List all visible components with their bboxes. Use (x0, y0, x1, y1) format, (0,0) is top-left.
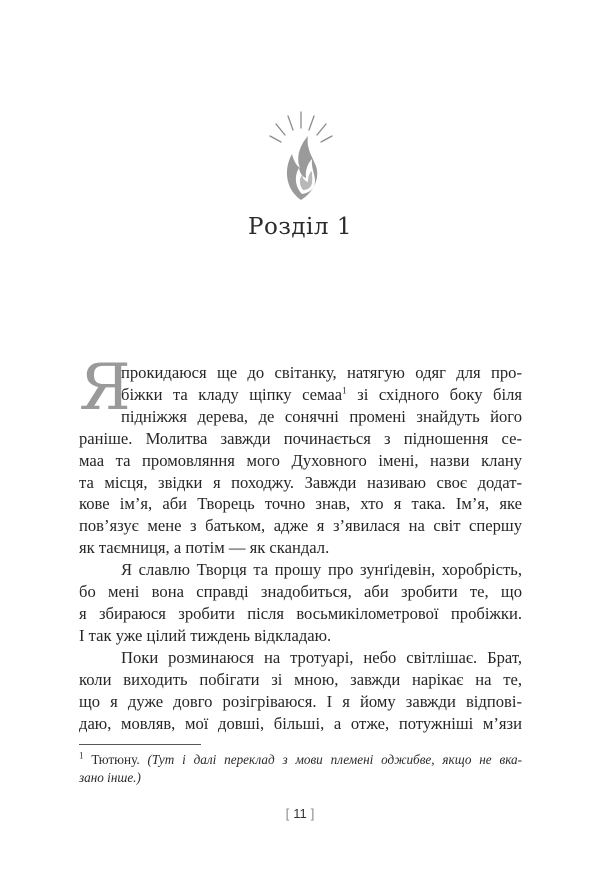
text-line: І так уже цілий тиждень відкладаю. (79, 625, 332, 645)
drop-cap: Я (79, 351, 131, 425)
text-line: я збираюся зробити після восьмикілометрової пробіжки. (79, 603, 522, 623)
footnote-note: (Тут і далі переклад з мови племені оджибве, якщо не вка- (147, 752, 523, 767)
chapter-title: Розділ 1 (248, 214, 352, 240)
page-bracket-left: [ (285, 806, 290, 821)
text-line: раніше. Молитва завжди починається з підношення се- (79, 428, 522, 448)
text-line: біжки та кладу щіпку семаа$^1$ зі східного боку біля (121, 384, 522, 404)
footnote (79, 751, 522, 786)
text-line: підніжжя дерева, де сонячні промені знайдуть його (121, 406, 522, 426)
paragraph-3 (79, 647, 522, 735)
text-line: коли виходить побігати зі мною, завжди нарікає на те, (79, 669, 522, 689)
text-line: Поки розминаюся на тротуарі, небо світлішає. Брат, (121, 647, 522, 667)
flame-icon (266, 110, 336, 202)
text-line: маа та промовляння мого Духовного імені, назви клану (79, 450, 522, 470)
text-line: як таємниця, а потім — як скандал. (79, 538, 330, 558)
paragraph-2 (79, 559, 522, 647)
body-text (79, 362, 522, 734)
text-line: даю, мовляв, мої довші, більші, а отже, потужніші м’язи (79, 713, 522, 733)
footnote-line (79, 751, 522, 769)
text-line: що я дуже довго розігріваюся. І я йому завжди відпові- (79, 691, 522, 711)
footnote-divider (79, 744, 201, 745)
text-line: бо мені вона справді знадобиться, аби зробити те, що (79, 582, 522, 602)
page-number (0, 806, 600, 821)
footnote-number: 1 (79, 750, 84, 761)
page-number-value: 11 (293, 806, 307, 821)
text-line: та місця, звідки я походжу. Завжди називаю своє додат- (79, 472, 522, 492)
paragraph-1 (79, 362, 522, 559)
footnote-ref: 1 (342, 385, 347, 396)
text-line: прокидаюся ще до світанку, натягую одяг для про- (121, 363, 522, 382)
text-line: кове ім’я, аби Творець точно знав, хто я така. Ім’я, яке (79, 494, 522, 514)
footnote-line: зано інше.) (79, 769, 141, 785)
text-line: Я славлю Творця та прошу про зунґідевін, хоробрість, (121, 560, 522, 580)
text-line: пов’язує мене з батьком, адже я з’явилася на світ спершу (79, 516, 522, 536)
footnote-text: Тютюну. (91, 752, 140, 767)
page-bracket-right: ] (310, 806, 315, 821)
